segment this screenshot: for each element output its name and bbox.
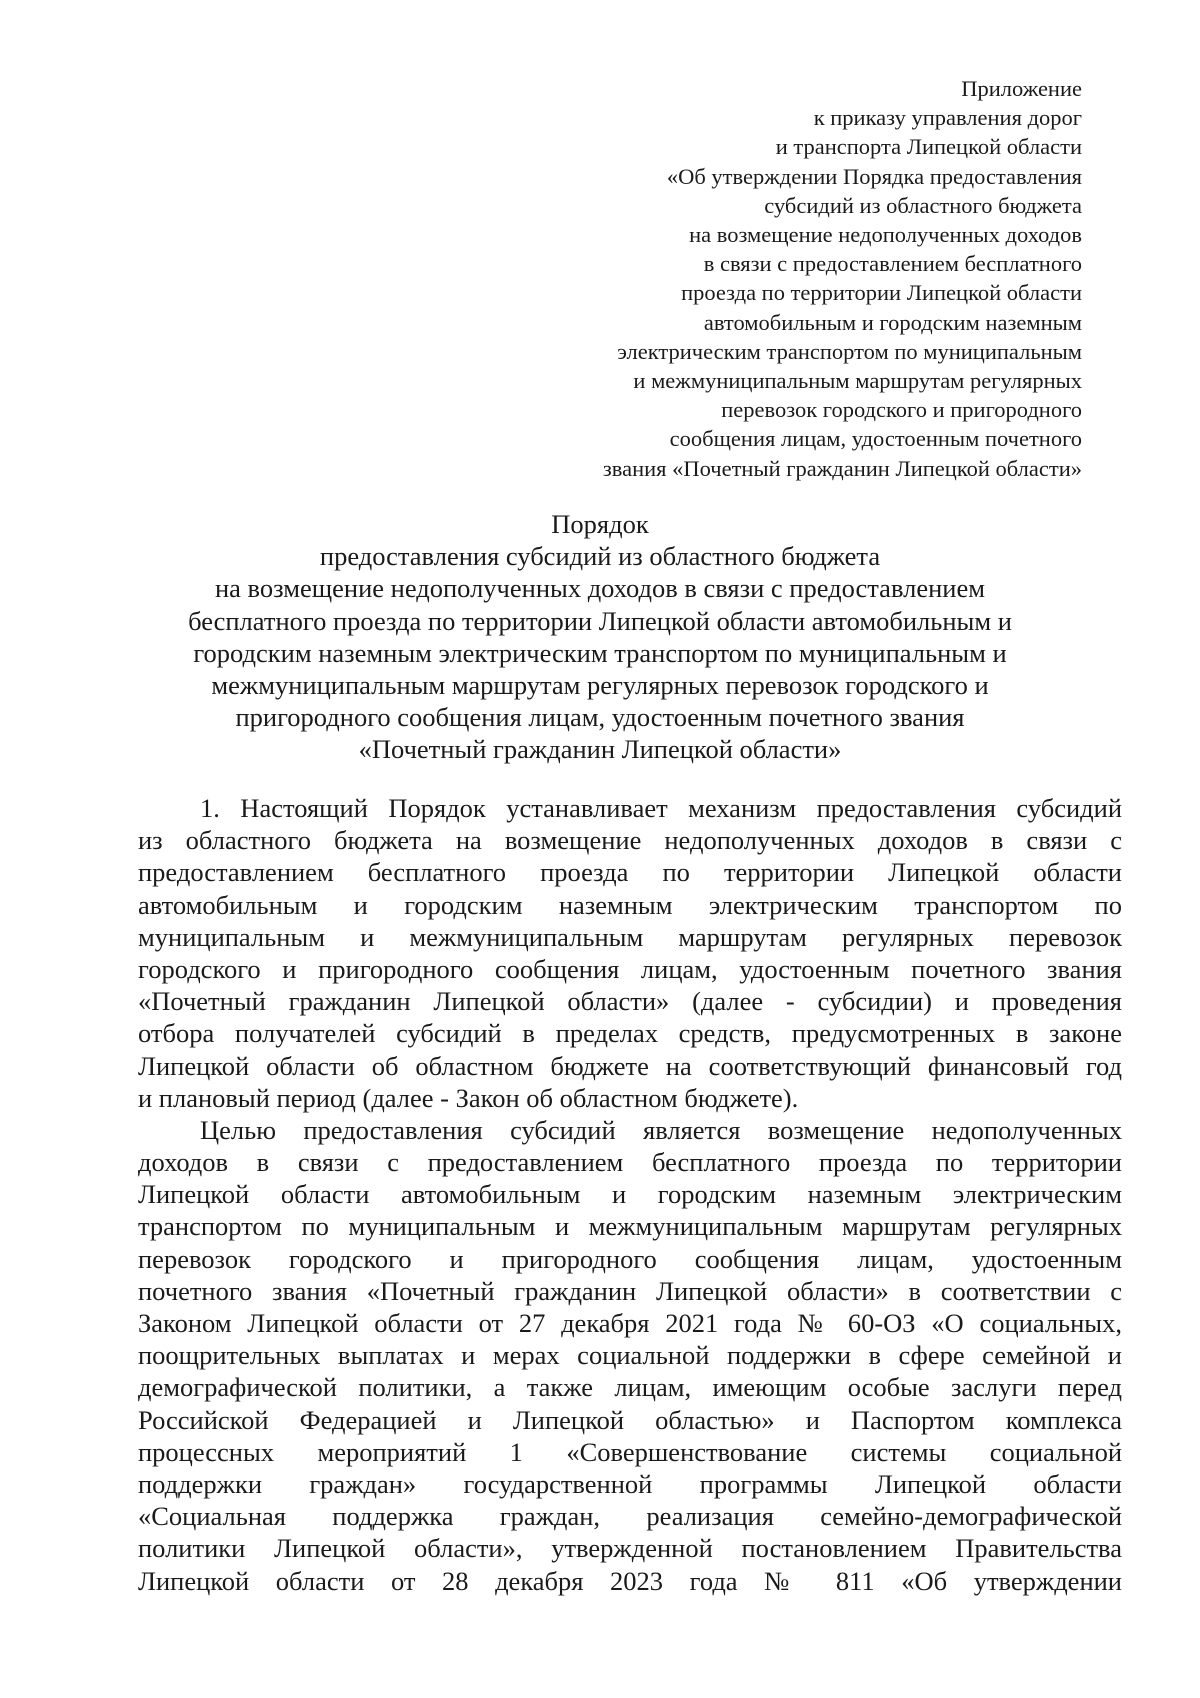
paragraph-line: Законом Липецкой области от 27 декабря 2021 года № 60-ОЗ «О социальных, [138,1308,1122,1338]
paragraph-line: Целью предоставления субсидий является возмещение недополученных [200,1114,1122,1145]
paragraph-line: 1. Настоящий Порядок устанавливает механизм предоставления субсидий [200,793,1122,823]
appendix-line: в связи с предоставлением бесплатного [703,251,1082,277]
paragraph-line: транспортом по муниципальным и межмуниципальным маршрутам регулярных [138,1211,1122,1242]
paragraph-line: муниципальным и межмуниципальным маршрутам регулярных перевозок [138,921,1122,952]
paragraph-2 [138,1114,1122,1597]
document-body [138,792,1122,1597]
appendix-line: перевозок городского и пригородного [721,397,1082,423]
appendix-line: звания «Почетный гражданин Липецкой области» [602,455,1082,481]
paragraph-line: почетного звания «Почетный гражданин Липецкой области» в соответствии с [138,1275,1122,1306]
title-line: пригородного сообщения лицам, удостоенным почетного звания [235,702,965,733]
paragraph-line: демографической политики, а также лицам, имеющим особые заслуги перед [138,1372,1122,1403]
appendix-line: электрическим транспортом по муниципальным [617,338,1082,364]
paragraph-line: процессных мероприятий 1 «Совершенствование системы социальной [138,1436,1122,1467]
appendix-line: и межмуниципальным маршрутам регулярных [633,368,1082,394]
paragraph-line: Российской Федерацией и Липецкой областью» и Паспортом комплекса [138,1404,1122,1435]
appendix-line: проезда по территории Липецкой области [681,280,1082,306]
appendix-line: «Об утверждении Порядка предоставления [666,163,1082,189]
paragraph-line: Липецкой области об областном бюджете на соответствующий финансовый год [138,1050,1122,1081]
appendix-line: и транспорта Липецкой области [775,134,1082,160]
paragraph-line: поощрительных выплатах и мерах социальной поддержки в сфере семейной и [138,1340,1122,1371]
appendix-line: на возмещение недополученных доходов [689,222,1082,248]
appendix-line: автомобильным и городским наземным [703,309,1082,335]
paragraph-line: Липецкой области автомобильным и городским наземным электрическим [138,1179,1122,1210]
paragraph-line: автомобильным и городским наземным электрическим транспортом по [138,889,1122,920]
appendix-line: к приказу управления дорог [813,105,1082,131]
document-title [120,508,1080,766]
paragraph-line: городского и пригородного сообщения лицам, удостоенным почетного звания [138,953,1122,984]
appendix-line: субсидий из областного бюджета [764,192,1082,218]
paragraph-line: «Почетный гражданин Липецкой области» (далее - субсидии) и проведения [138,986,1122,1017]
paragraph-line: политики Липецкой области», утвержденной постановлением Правительства [138,1533,1122,1564]
paragraph-line: из областного бюджета на возмещение недополученных доходов в связи с [138,825,1122,856]
paragraph-line: предоставлением бесплатного проезда по территории Липецкой области [138,857,1122,888]
appendix-line: сообщения лицам, удостоенным почетного [669,426,1082,452]
paragraph-line: поддержки граждан» государственной программы Липецкой области [138,1468,1122,1499]
paragraph-line: доходов в связи с предоставлением бесплатного проезда по территории [138,1147,1122,1178]
title-line: «Почетный гражданин Липецкой области» [358,734,842,765]
title-line: межмуниципальным маршрутам регулярных перевозок городского и [211,670,989,701]
title-heading: Порядок [551,509,649,539]
paragraph-line: перевозок городского и пригородного сообщения лицам, удостоенным [138,1243,1122,1274]
paragraph-line: и плановый период (далее - Закон об областном бюджете). [138,1082,799,1113]
appendix-line: Приложение [961,76,1082,101]
title-line: предоставления субсидий из областного бюджета [319,541,881,572]
title-line: городским наземным электрическим транспортом по муниципальным и [193,637,1007,668]
paragraph-line: Липецкой области от 28 декабря 2023 года № 811 «Об утверждении [138,1565,1122,1596]
paragraph-1 [138,792,1122,1114]
paragraph-line: отбора получателей субсидий в пределах средств, предусмотренных в законе [138,1018,1122,1049]
title-line: на возмещение недополученных доходов в связи с предоставлением [214,573,985,604]
appendix-header [603,74,1082,483]
title-line: бесплатного проезда по территории Липецкой области автомобильным и [188,605,1012,636]
paragraph-line: «Социальная поддержка граждан, реализация семейно-демографической [138,1501,1122,1532]
